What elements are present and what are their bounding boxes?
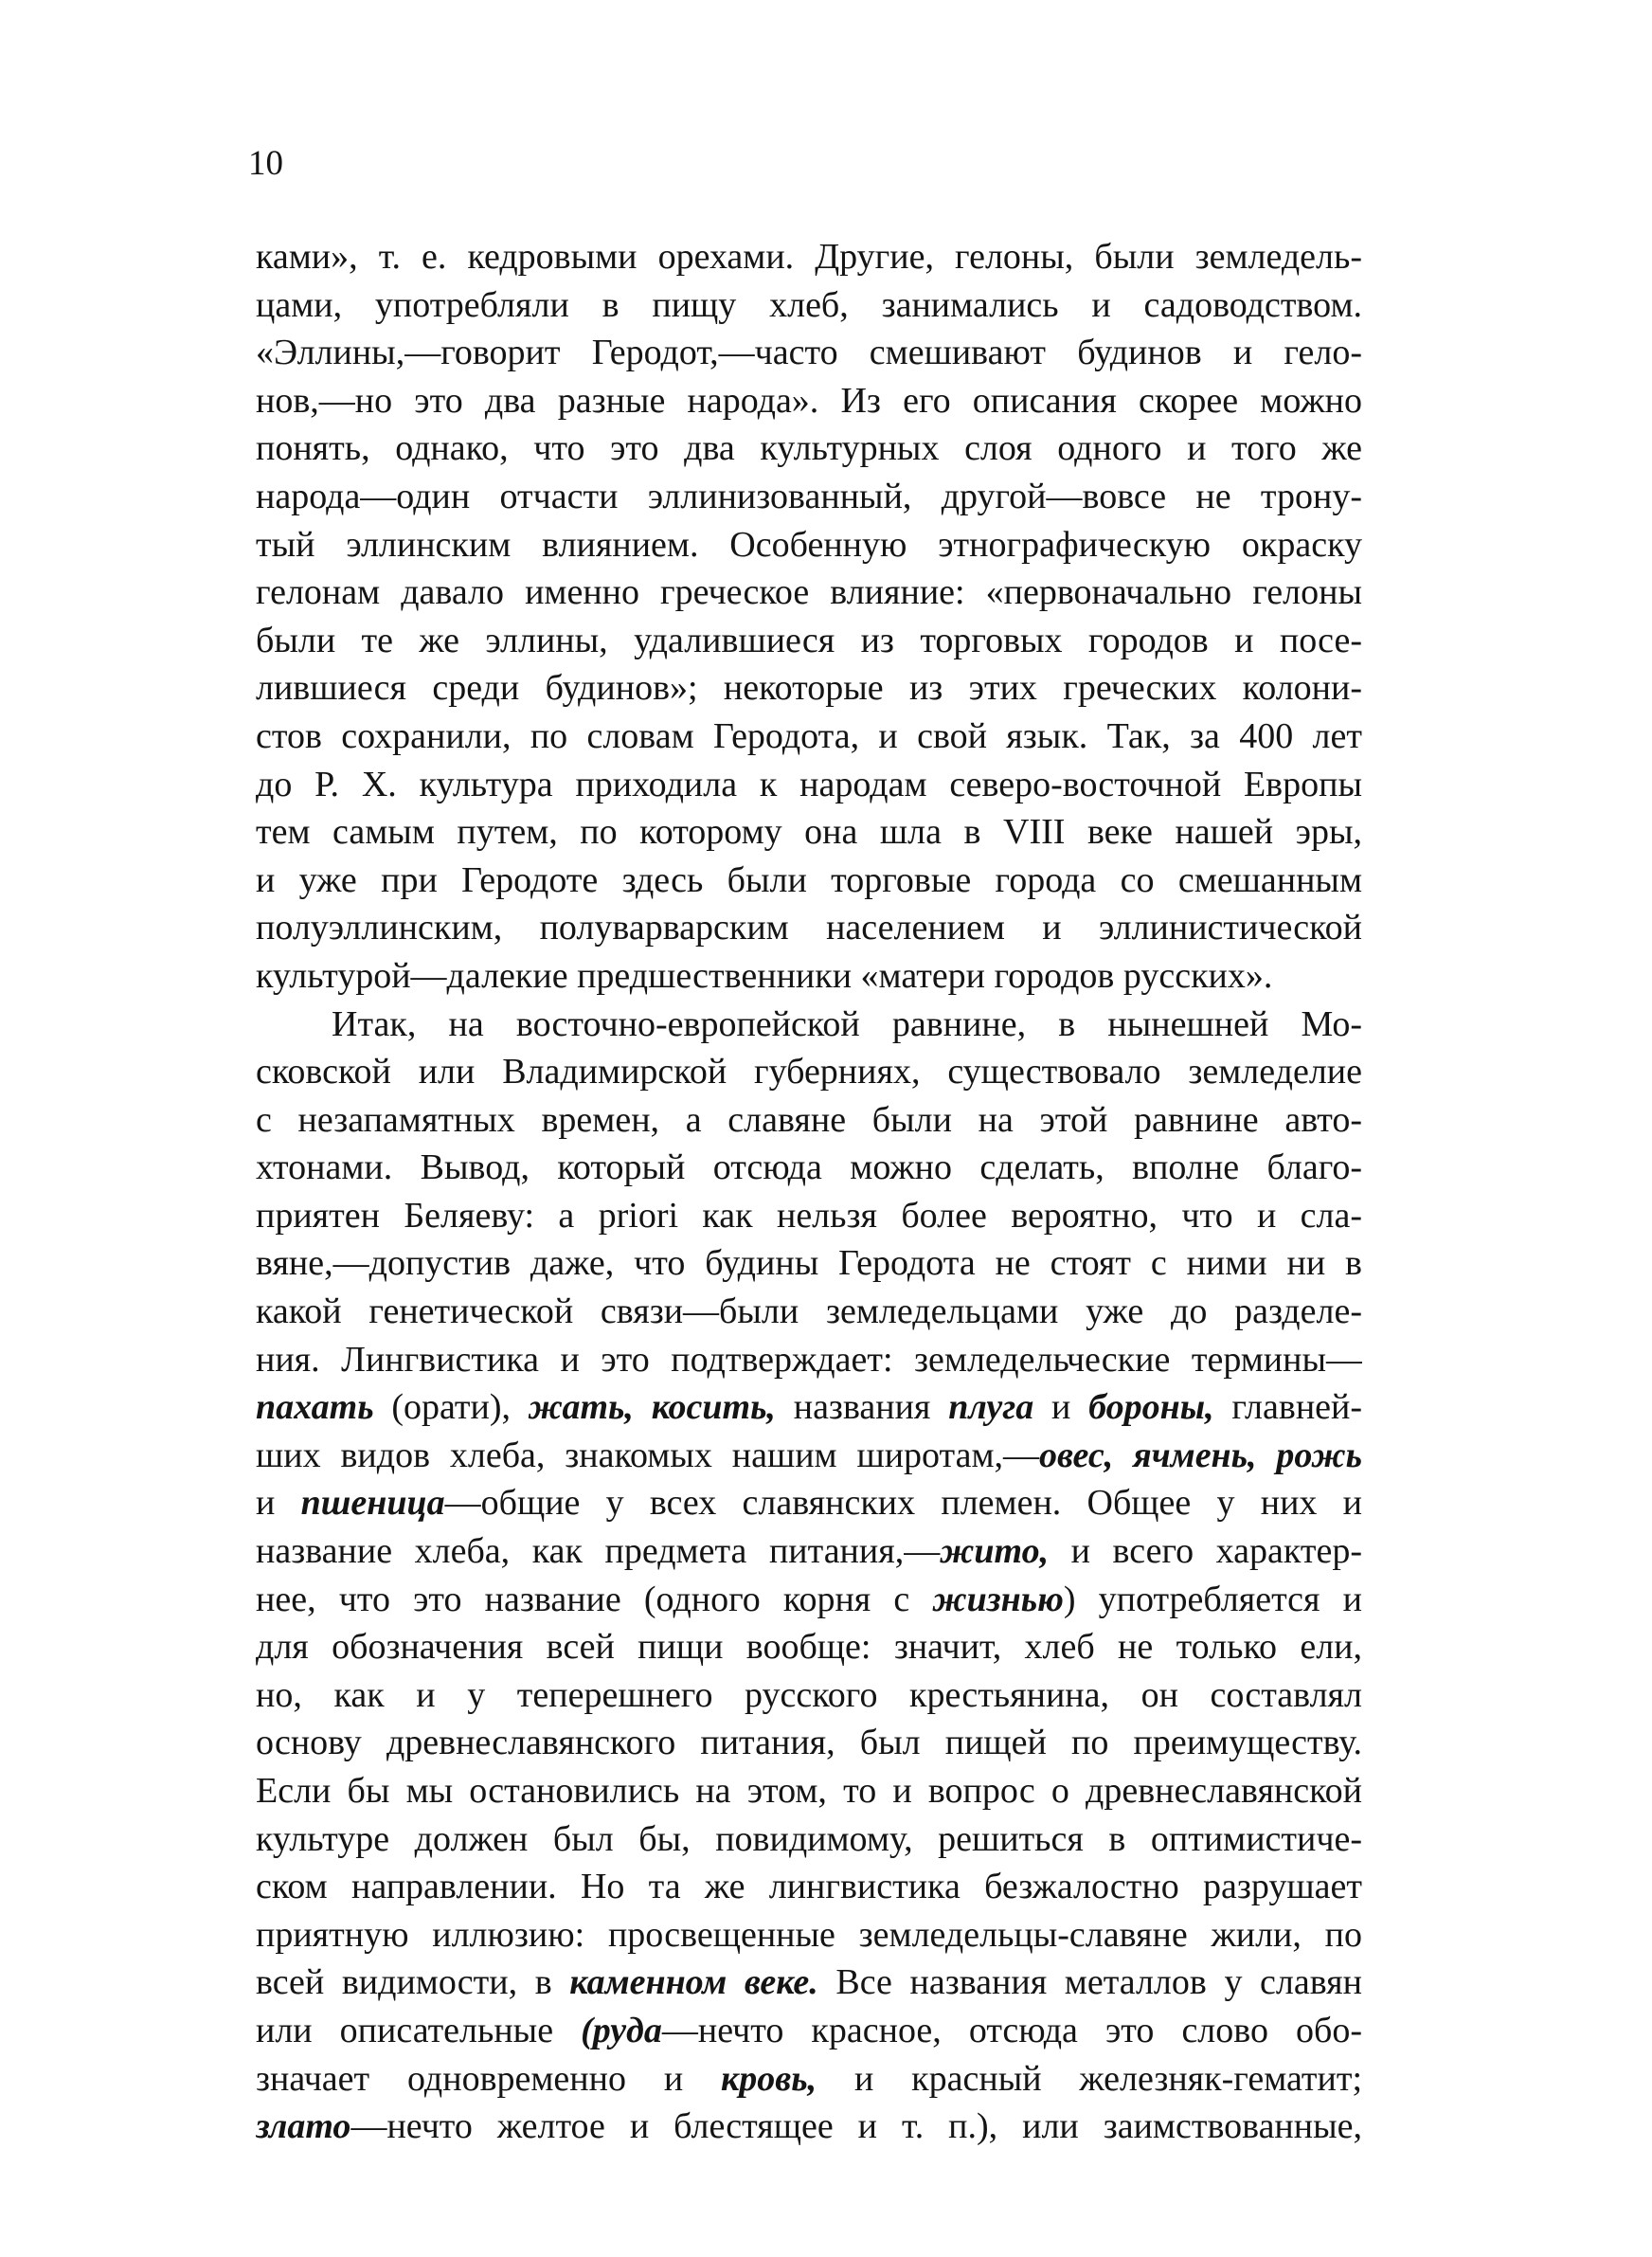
emphasis: жать, косить, <box>528 1387 776 1428</box>
text-line <box>256 1383 1362 1432</box>
text-run: или описательные <box>256 2010 582 2050</box>
text-line <box>256 1432 1362 1480</box>
text-line: до Р. Х. культура приходила к народам северо-восточной Европы <box>256 764 1362 804</box>
text-run: и всего характер- <box>1049 1531 1362 1572</box>
text-run: название хлеба, как предмета питания,— <box>256 1531 941 1572</box>
text-line: лившиеся среди будинов»; некоторые из этих греческих колони- <box>256 668 1362 709</box>
text-line: культуре должен был бы, повидимому, решиться в оптимистиче- <box>256 1818 1362 1859</box>
text-run: главней- <box>1213 1387 1362 1428</box>
text-line: нов,—но это два разные народа». Из его описания скорее можно <box>256 380 1362 421</box>
text-line: цами, употребляли в пищу хлеб, занимались и садоводством. <box>256 284 1362 325</box>
text-line <box>256 2103 1362 2151</box>
emphasis: овес, ячмень, рожь <box>1039 1435 1362 1475</box>
emphasis: жито, <box>940 1531 1050 1572</box>
text-line <box>256 1576 1362 1624</box>
text-line: народа—один отчасти эллинизованный, другой—вовсе не трону- <box>256 476 1362 516</box>
text-run: и <box>1033 1387 1089 1428</box>
text-run: Все названия металлов у славян <box>817 1962 1362 2003</box>
text-line: гелонам давало именно греческое влияние: «первоначально гелоны <box>256 572 1362 613</box>
text-run: нее, что это название (одного корня с <box>256 1579 933 1619</box>
text-line: с незапамятных времен, а славяне были на этой равнине авто- <box>256 1099 1362 1140</box>
text-run: ) употребляется и <box>1063 1579 1362 1619</box>
text-line: какой генетической связи—были земледельцами уже до разделе- <box>256 1291 1362 1332</box>
paragraph-first-line: Итак, на восточно-европейской равнине, в нынешней Мо- <box>332 1003 1362 1044</box>
text-run: и красный железняк-гематит; <box>817 2058 1362 2099</box>
body-text <box>256 233 1362 2151</box>
text-line: сковской или Владимирской губерниях, существовало земледелие <box>256 1052 1362 1092</box>
text-line: тем самым путем, по которому она шла в VIII веке нашей эры, <box>256 812 1362 853</box>
text-run: значает одновременно и <box>256 2058 722 2099</box>
text-line: приятен Беляеву: a priori как нельзя более вероятно, что и сла- <box>256 1195 1362 1236</box>
text-line: Если бы мы остановились на этом, то и вопрос о древнеславянской <box>256 1771 1362 1811</box>
text-line: и уже при Геродоте здесь были торговые города со смешанным <box>256 859 1362 900</box>
text-line: стов сохранили, по словам Геродота, и свой язык. Так, за 400 лет <box>256 715 1362 756</box>
text-line: ками», т. е. кедровыми орехами. Другие, гелоны, были земледель- <box>256 237 1362 277</box>
text-line: ния. Лингвистика и это подтверждает: земледельческие термины— <box>256 1339 1362 1380</box>
page-number: 10 <box>248 144 283 183</box>
text-line: но, как и у теперешнего русского крестьянина, он составлял <box>256 1674 1362 1715</box>
emphasis: жизнью <box>932 1579 1064 1619</box>
text-line: для обозначения всей пищи вообще: значит, хлеб не только ели, <box>256 1627 1362 1668</box>
emphasis: кровь, <box>721 2058 817 2099</box>
emphasis: плуга <box>948 1387 1034 1428</box>
text-line: полуэллинским, полуварварским населением и эллинистической <box>256 908 1362 948</box>
text-run: —нечто красное, отсюда это слово обо- <box>661 2010 1362 2050</box>
text-line: ском направлении. Но та же лингвистика безжалостно разрушает <box>256 1867 1362 1907</box>
text-line <box>256 1479 1362 1527</box>
emphasis: (руда <box>581 2010 662 2050</box>
emphasis: пахать <box>256 1387 374 1428</box>
text-run: и <box>256 1483 301 1524</box>
text-line <box>256 1527 1362 1576</box>
text-run: (орати), <box>373 1387 529 1428</box>
text-line: были те же эллины, удалившиеся из торговых городов и посе- <box>256 620 1362 660</box>
text-line: основу древнеславянского питания, был пищей по преимуществу. <box>256 1723 1362 1763</box>
text-line: понять, однако, что это два культурных слоя одного и того же <box>256 428 1362 469</box>
text-line: вяне,—допустив даже, что будины Геродота не стоят с ними ни в <box>256 1243 1362 1284</box>
text-line <box>256 2007 1362 2055</box>
emphasis: каменном веке. <box>569 1962 818 2003</box>
text-line: культурой—далекие предшественники «матери городов русских». <box>256 955 1273 996</box>
text-line: «Эллины,—говорит Геродот,—часто смешивают будинов и гело- <box>256 333 1362 373</box>
emphasis: злато <box>256 2106 351 2147</box>
emphasis: пшеница <box>300 1483 445 1524</box>
text-run: ших видов хлеба, знакомых нашим широтам,— <box>256 1435 1040 1475</box>
text-run: —общие у всех славянских племен. Общее у них и <box>444 1483 1362 1524</box>
text-line <box>256 1959 1362 2007</box>
text-line: тый эллинским влиянием. Особенную этнографическую окраску <box>256 524 1362 565</box>
text-line <box>256 2055 1362 2104</box>
text-run: —нечто желтое и блестящее и т. п.), или заимствованные, <box>350 2106 1362 2147</box>
text-line: хтонами. Вывод, который отсюда можно сделать, вполне благо- <box>256 1147 1362 1188</box>
text-line: приятную иллюзию: просвещенные земледельцы-славяне жили, по <box>256 1914 1362 1955</box>
emphasis: бороны, <box>1088 1387 1214 1428</box>
text-run: названия <box>775 1387 949 1428</box>
text-run: всей видимости, в <box>256 1962 570 2003</box>
